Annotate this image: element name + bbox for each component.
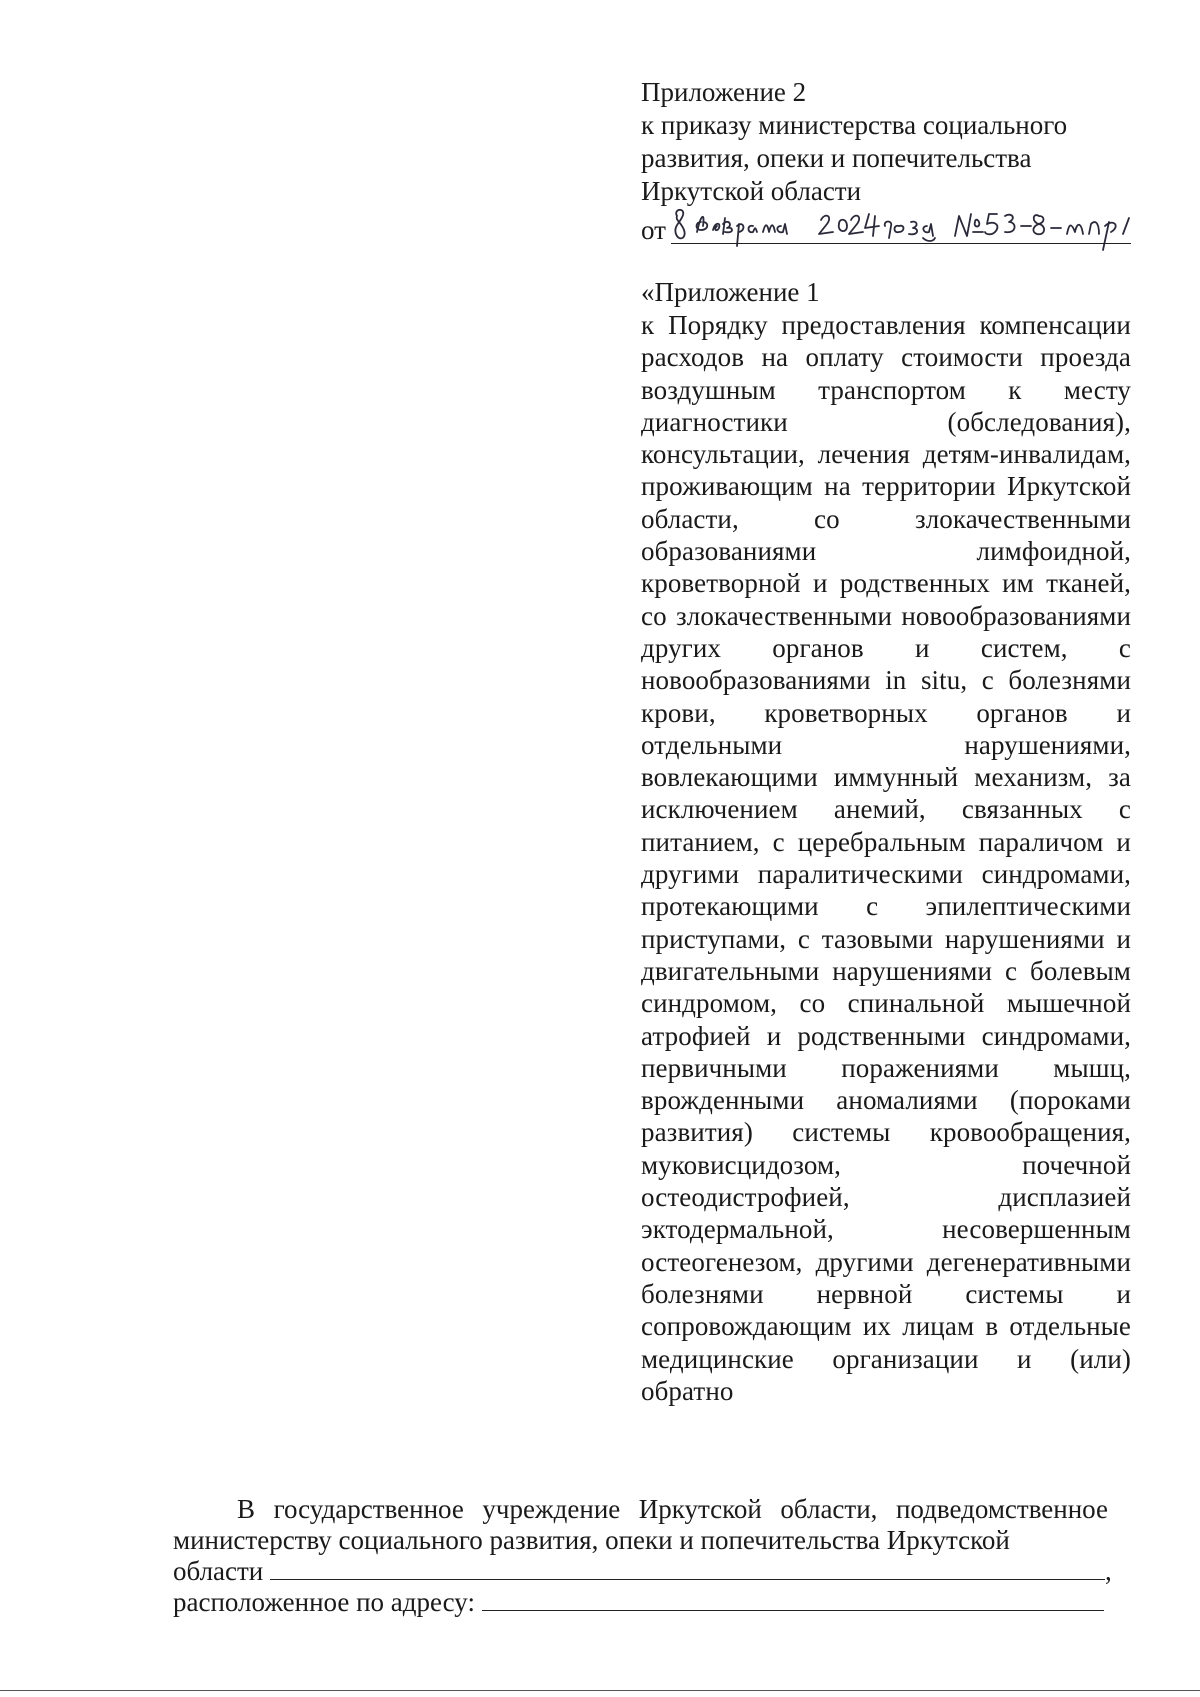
- address-field[interactable]: [482, 1588, 1104, 1611]
- order-date-line: [641, 208, 1131, 244]
- region-line: [173, 1556, 1112, 1587]
- order-line-3: Иркутской области: [641, 176, 862, 206]
- application-form: [173, 1494, 1112, 1618]
- order-line-2: развития, опеки и попечительства: [641, 143, 1032, 173]
- institution-name-field[interactable]: [270, 1557, 1105, 1580]
- order-date-underline: [671, 243, 1131, 244]
- addressee-text: В государственное учреждение Иркутской области, подведомственное министерству социального развития, опеки и попечительства Иркутской: [173, 1494, 1108, 1555]
- region-trailing-comma: ,: [1105, 1556, 1112, 1586]
- attachment-label: Приложение 2: [641, 77, 807, 107]
- page-bottom-rule: [0, 1690, 1200, 1691]
- order-line-1: к приказу министерства социального: [641, 110, 1068, 140]
- address-line: [173, 1587, 1108, 1618]
- annex-body: к Порядку предоставления компенсации расходов на оплату стоимости проезда воздушным транспортом к месту диагностики (обследования), консультации, лечения детям-инвалидам, проживающим на территории Иркутской области, со злокачественными образованиями лимфоидной, кроветворной и родственных им тканей, со злокачественными новообразованиями других органов и систем, с новообразованиями in situ, с болезнями крови, кроветворных органов и отдельными нарушениями, вовлекающими иммунный механизм, за исключением анемий, связанных с питанием, с церебральным параличом и другими паралитическими синдромами, протекающими с эпилептическими приступами, с тазовыми нарушениями и двигательными нарушениями с болевым синдромом, со спинальной мышечной атрофией и родственными синдромами, первичными поражениями мышц, врожденными аномалиями (пороками развития) системы кровообращения, муковисцидозом, почечной остеодистрофией, дисплазией эктодермальной, несовершенным остеогенезом, другими дегенеративными болезнями нервной системы и сопровождающим их лицам в отдельные медицинские организации и (или) обратно: [641, 310, 1131, 1406]
- address-label: расположенное по адресу:: [173, 1587, 475, 1617]
- handwritten-date-number: [671, 204, 1141, 254]
- annex-title: «Приложение 1: [641, 277, 820, 307]
- attachment-header: [641, 76, 1131, 1407]
- order-prefix: от: [641, 215, 666, 245]
- region-label: области: [173, 1556, 264, 1586]
